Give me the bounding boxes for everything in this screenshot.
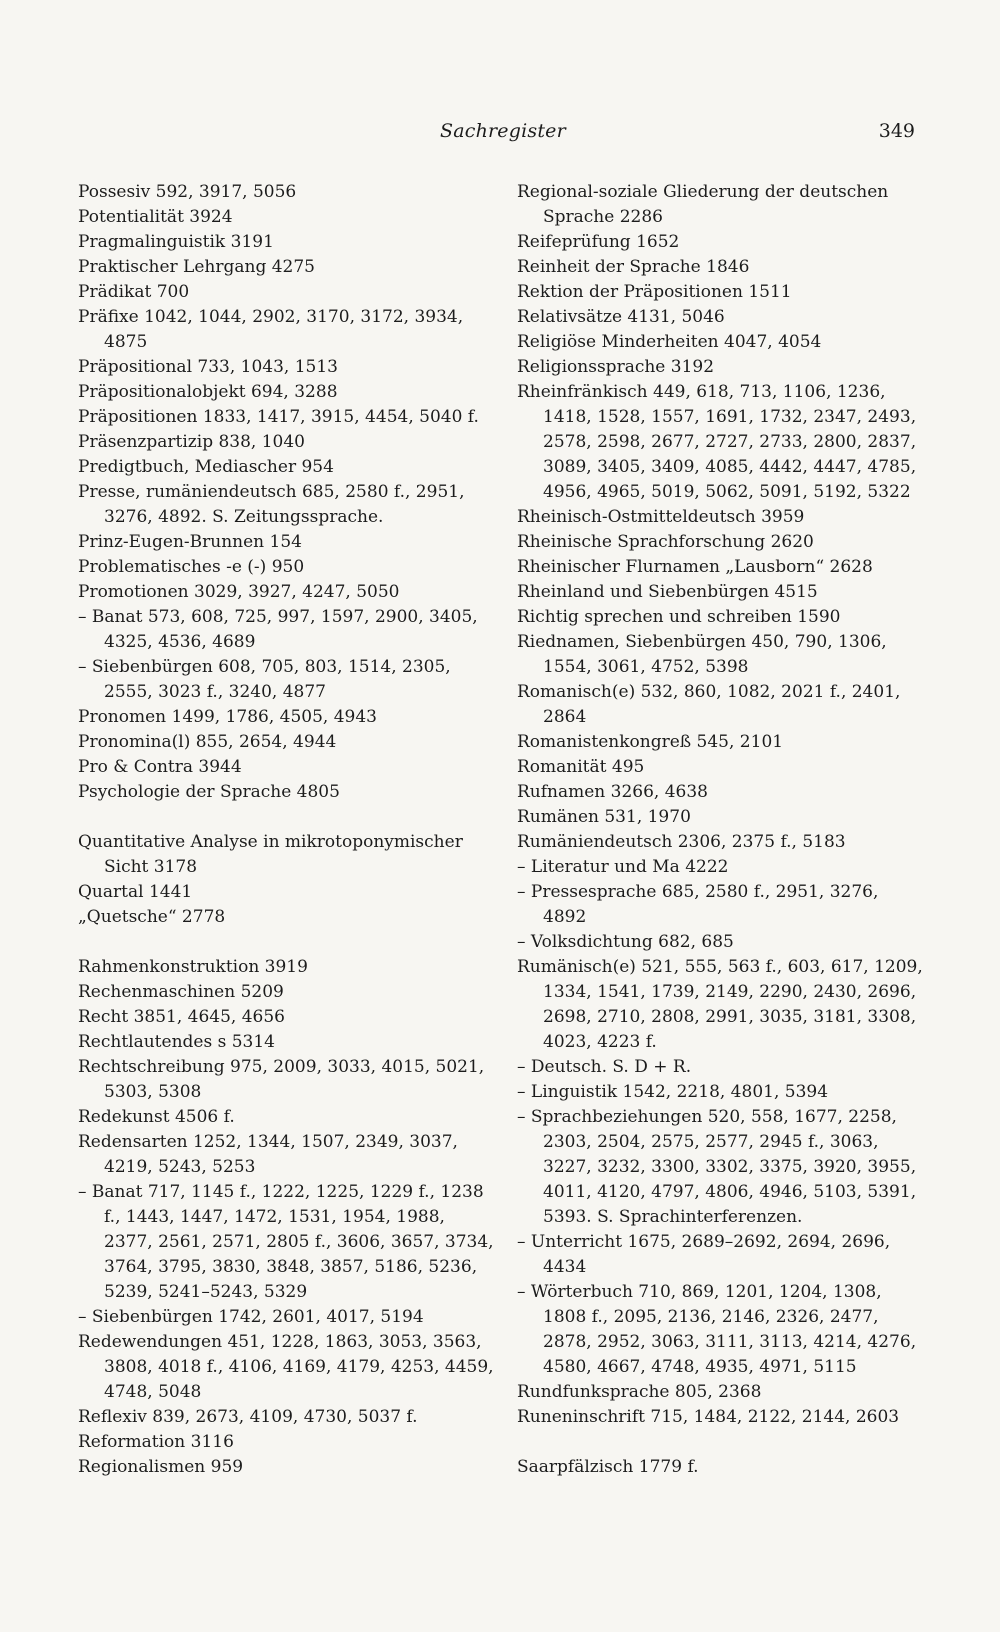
index-entry: Quantitative Analyse in mikrotoponymischer Sicht 3178: [78, 832, 463, 877]
index-entry: Präfixe 1042, 1044, 2902, 3170, 3172, 3934, 4875: [78, 307, 464, 352]
index-entry: Possesiv 592, 3917, 5056: [78, 182, 297, 202]
index-entry: Rumäniendeutsch 2306, 2375 f., 5183: [517, 832, 846, 852]
index-column-left: [78, 180, 496, 1480]
index-entry: Rahmenkonstruktion 3919: [78, 957, 308, 977]
index-entry: Rheinischer Flurnamen „Lausborn“ 2628: [517, 557, 873, 577]
index-entry: Predigtbuch, Mediascher 954: [78, 457, 334, 477]
index-entry: Pragmalinguistik 3191: [78, 232, 274, 252]
index-entry: Rektion der Präpositionen 1511: [517, 282, 792, 302]
index-entry: Romanisch(e) 532, 860, 1082, 2021 f., 2401, 2864: [517, 682, 901, 727]
running-title: Sachregister: [440, 120, 566, 142]
letter-group-gap: [517, 1430, 927, 1455]
index-entry: Reflexiv 839, 2673, 4109, 4730, 5037 f.: [78, 1407, 418, 1427]
index-entry: Religiöse Minderheiten 4047, 4054: [517, 332, 822, 352]
index-subentry: – Wörterbuch 710, 869, 1201, 1204, 1308, 1808 f., 2095, 2136, 2146, 2326, 2477, 2878, 2952, 3063, 3111, 3113, 4214, 4276, 4580, 4667, 4748, 4935, 4971, 5115: [517, 1282, 917, 1377]
index-entry: Rundfunksprache 805, 2368: [517, 1382, 762, 1402]
index-subentry: – Pressesprache 685, 2580 f., 2951, 3276, 4892: [517, 882, 879, 927]
index-entry: Rechtlautendes s 5314: [78, 1032, 275, 1052]
index-entry: Rheinfränkisch 449, 618, 713, 1106, 1236, 1418, 1528, 1557, 1691, 1732, 2347, 2493, 2578, 2598, 2677, 2727, 2733, 2800, 2837, 3089, 3405, 3409, 4085, 4442, 4447, 4785, 4956, 4965, 5019, 5062, 5091, 5192, 5322: [517, 382, 917, 502]
index-entry: Rufnamen 3266, 4638: [517, 782, 708, 802]
index-entry: Reinheit der Sprache 1846: [517, 257, 750, 277]
letter-group-gap: [78, 930, 496, 955]
index-entry: Regional-soziale Gliederung der deutschen Sprache 2286: [517, 182, 889, 227]
index-entry: Redekunst 4506 f.: [78, 1107, 235, 1127]
index-entry: Präpositional 733, 1043, 1513: [78, 357, 338, 377]
index-entry: „Quetsche“ 2778: [78, 907, 226, 927]
index-entry: Romanität 495: [517, 757, 645, 777]
index-subentry: – Unterricht 1675, 2689–2692, 2694, 2696, 4434: [517, 1232, 891, 1277]
index-entry: Richtig sprechen und schreiben 1590: [517, 607, 841, 627]
index-column-right: [517, 180, 927, 1480]
page-header: [0, 120, 1000, 150]
index-entry: Presse, rumäniendeutsch 685, 2580 f., 2951, 3276, 4892. S. Zeitungssprache.: [78, 482, 465, 527]
index-entry: Rechenmaschinen 5209: [78, 982, 284, 1002]
index-entry: Psychologie der Sprache 4805: [78, 782, 340, 802]
index-subentry: – Banat 717, 1145 f., 1222, 1225, 1229 f., 1238 f., 1443, 1447, 1472, 1531, 1954, 1988, 2377, 2561, 2571, 2805 f., 3606, 3657, 3734, 3764, 3795, 3830, 3848, 3857, 5186, 5236, 5239, 5241–5243, 5329: [78, 1182, 494, 1302]
index-entry: Rumänisch(e) 521, 555, 563 f., 603, 617, 1209, 1334, 1541, 1739, 2149, 2290, 2430, 2696, 2698, 2710, 2808, 2991, 3035, 3181, 3308, 4023, 4223 f.: [517, 957, 923, 1052]
page-number: 349: [878, 120, 915, 142]
index-entry: Quartal 1441: [78, 882, 193, 902]
index-entry: Prinz-Eugen-Brunnen 154: [78, 532, 302, 552]
index-entry: Potentialität 3924: [78, 207, 233, 227]
index-entry: Präpositionen 1833, 1417, 3915, 4454, 5040 f.: [78, 407, 479, 427]
index-subentry: – Volksdichtung 682, 685: [517, 932, 734, 952]
index-entry: Saarpfälzisch 1779 f.: [517, 1457, 699, 1477]
index-entry: Rheinland und Siebenbürgen 4515: [517, 582, 818, 602]
index-entry: Präpositionalobjekt 694, 3288: [78, 382, 338, 402]
index-entry: Regionalismen 959: [78, 1457, 244, 1477]
index-entry: Redensarten 1252, 1344, 1507, 2349, 3037, 4219, 5243, 5253: [78, 1132, 458, 1177]
index-entry: Reformation 3116: [78, 1432, 234, 1452]
index-subentry: – Siebenbürgen 608, 705, 803, 1514, 2305, 2555, 3023 f., 3240, 4877: [78, 657, 451, 702]
index-entry: Reifeprüfung 1652: [517, 232, 680, 252]
index-subentry: – Siebenbürgen 1742, 2601, 4017, 5194: [78, 1307, 424, 1327]
index-entry: Praktischer Lehrgang 4275: [78, 257, 315, 277]
index-entry: Rumänen 531, 1970: [517, 807, 691, 827]
index-entry: Rheinische Sprachforschung 2620: [517, 532, 814, 552]
index-entry: Relativsätze 4131, 5046: [517, 307, 725, 327]
index-entry: Problematisches -e (-) 950: [78, 557, 305, 577]
index-entry: Promotionen 3029, 3927, 4247, 5050: [78, 582, 400, 602]
index-entry: Rheinisch-Ostmitteldeutsch 3959: [517, 507, 805, 527]
index-entry: Pronomina(l) 855, 2654, 4944: [78, 732, 337, 752]
index-entry: Runeninschrift 715, 1484, 2122, 2144, 2603: [517, 1407, 900, 1427]
index-entry: Pronomen 1499, 1786, 4505, 4943: [78, 707, 377, 727]
letter-group-gap: [78, 805, 496, 830]
index-entry: Präsenzpartizip 838, 1040: [78, 432, 306, 452]
index-entry: Religionssprache 3192: [517, 357, 715, 377]
index-subentry: – Literatur und Ma 4222: [517, 857, 729, 877]
index-entry: Pro & Contra 3944: [78, 757, 242, 777]
index-entry: Prädikat 700: [78, 282, 190, 302]
index-entry: Rechtschreibung 975, 2009, 3033, 4015, 5021, 5303, 5308: [78, 1057, 485, 1102]
index-entry: Romanistenkongreß 545, 2101: [517, 732, 784, 752]
index-subentry: – Sprachbeziehungen 520, 558, 1677, 2258, 2303, 2504, 2575, 2577, 2945 f., 3063, 3227, 3232, 3300, 3302, 3375, 3920, 3955, 4011, 4120, 4797, 4806, 4946, 5103, 5391, 5393. S. Sprachinterferenzen.: [517, 1107, 917, 1227]
index-subentry: – Banat 573, 608, 725, 997, 1597, 2900, 3405, 4325, 4536, 4689: [78, 607, 478, 652]
index-subentry: – Linguistik 1542, 2218, 4801, 5394: [517, 1082, 829, 1102]
index-entry: Recht 3851, 4645, 4656: [78, 1007, 285, 1027]
index-entry: Redewendungen 451, 1228, 1863, 3053, 3563, 3808, 4018 f., 4106, 4169, 4179, 4253, 4459, 4748, 5048: [78, 1332, 494, 1402]
index-entry: Riednamen, Siebenbürgen 450, 790, 1306, 1554, 3061, 4752, 5398: [517, 632, 887, 677]
index-subentry: – Deutsch. S. D + R.: [517, 1057, 692, 1077]
